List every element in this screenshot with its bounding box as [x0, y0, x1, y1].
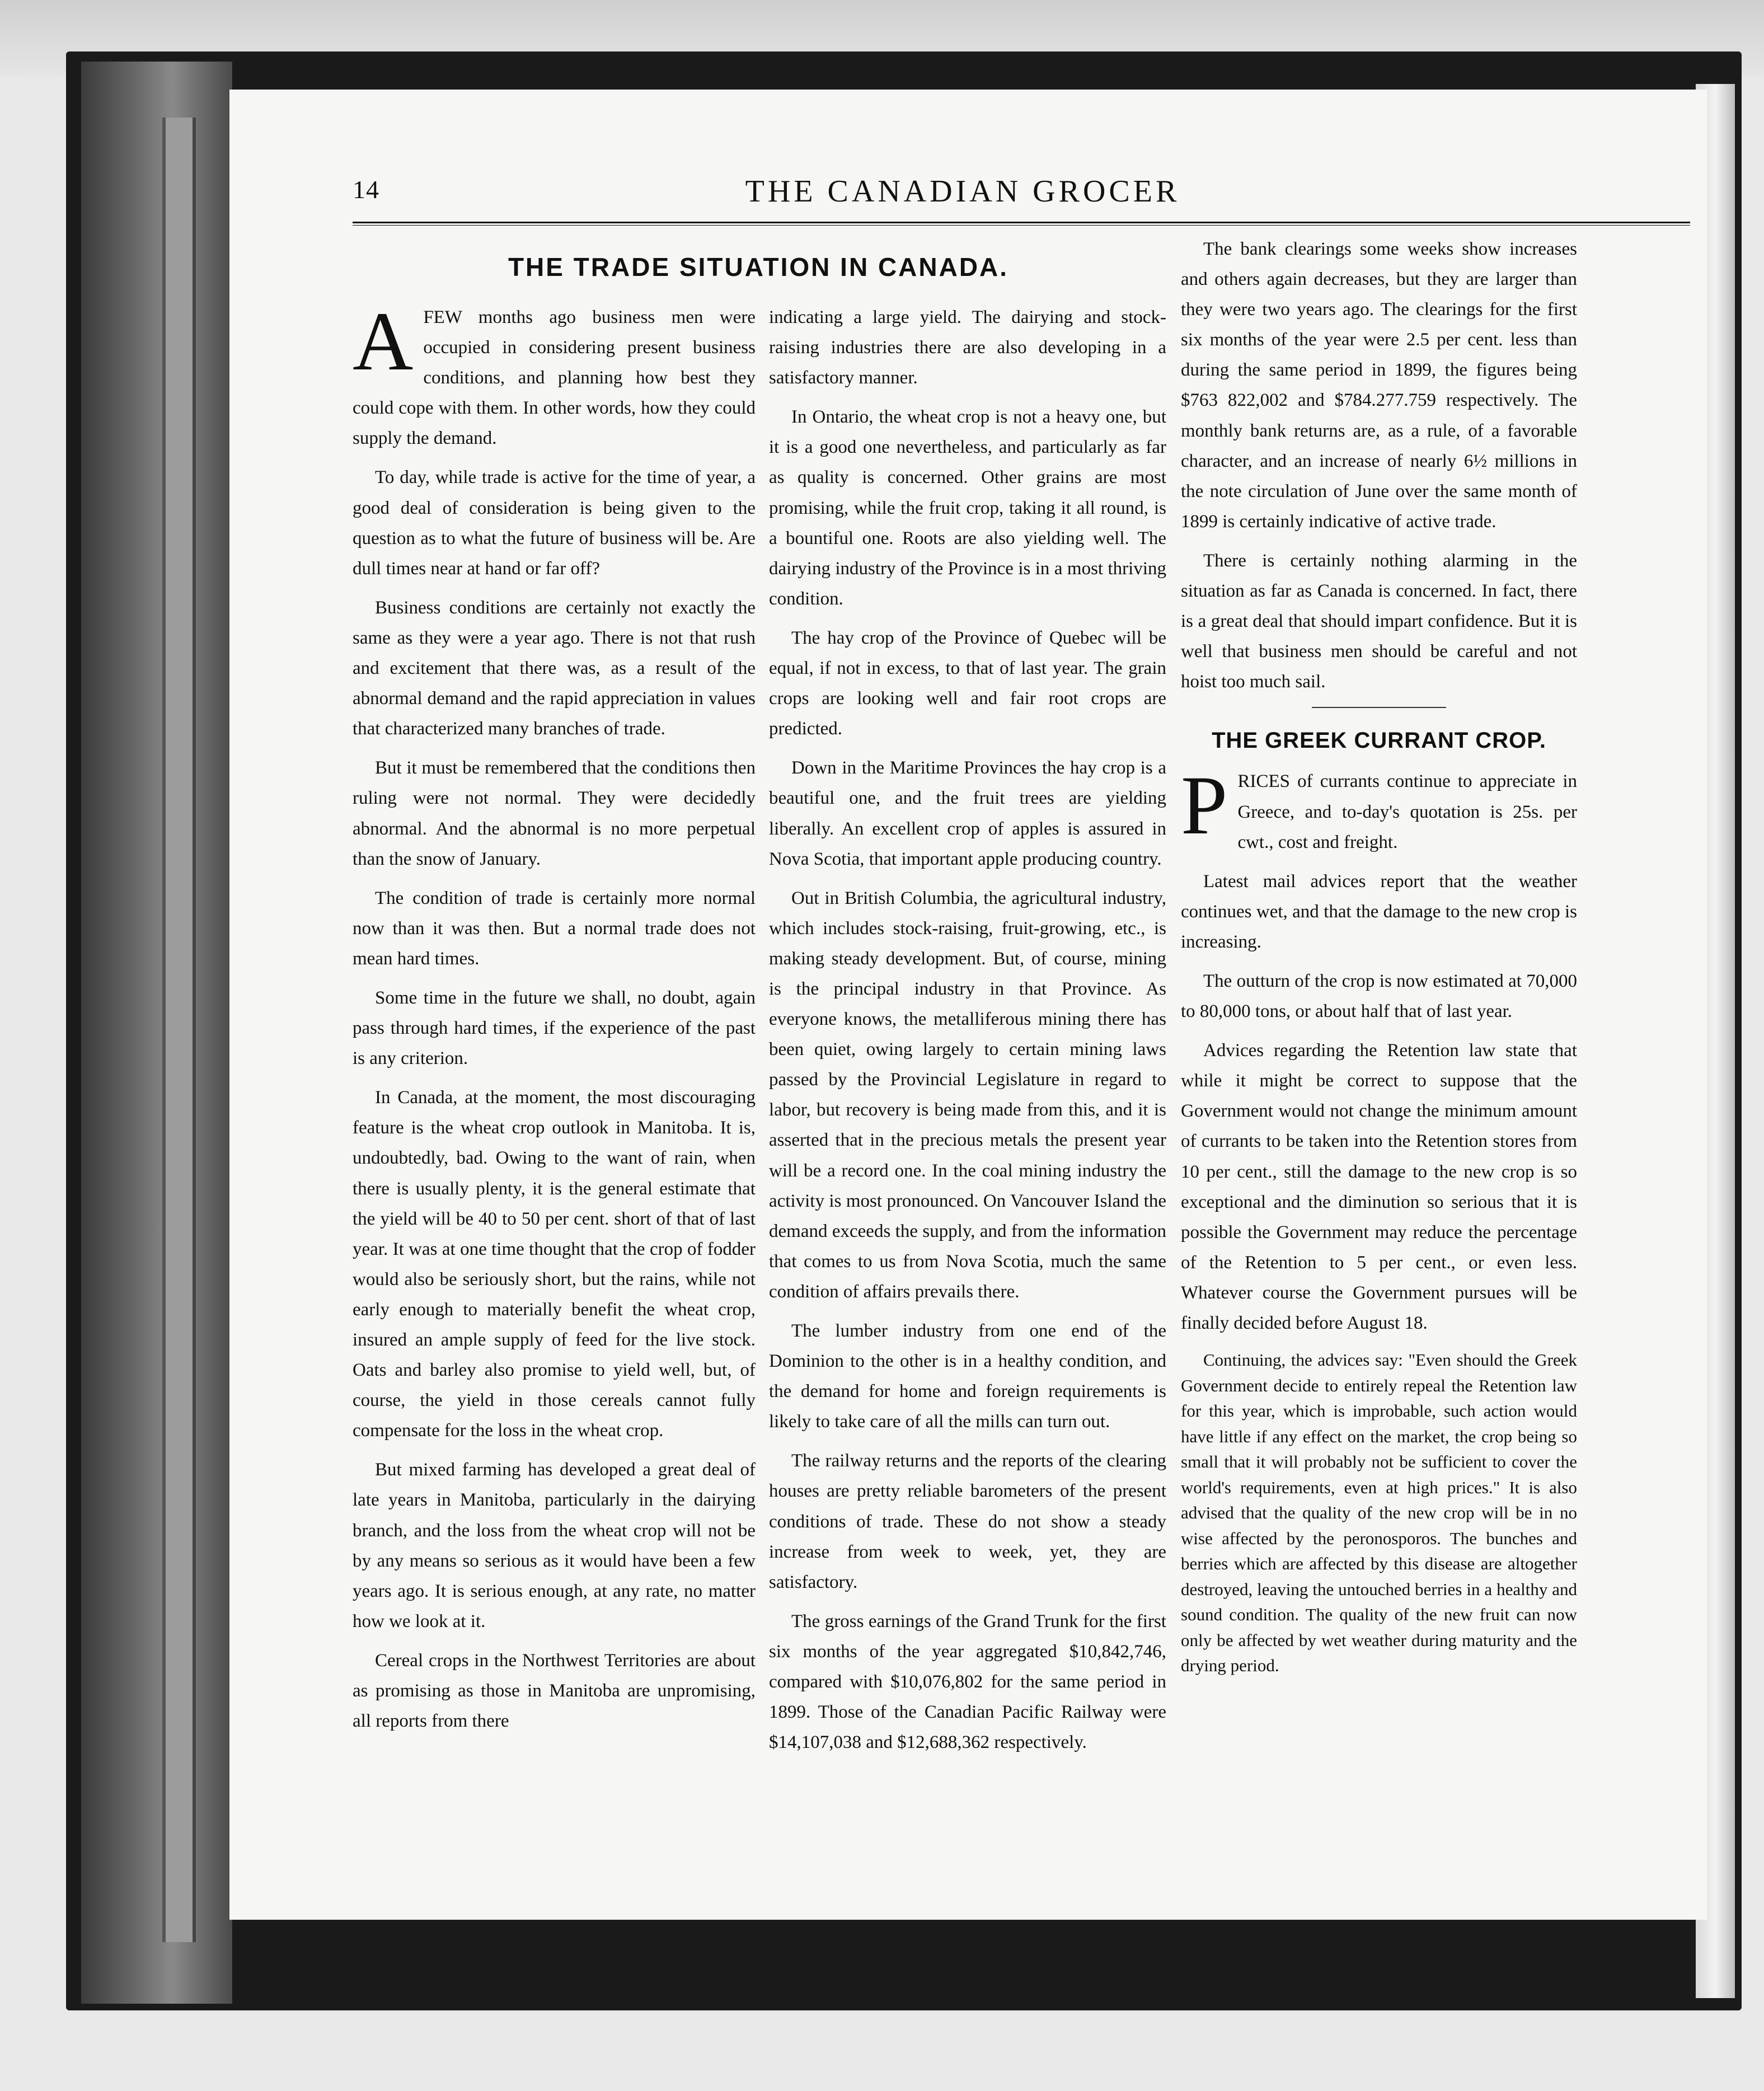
paragraph: To day, while trade is active for the time of year, a good deal of consideration is being given to the question as to what the future of business will be. Are dull times near at hand or far off?	[353, 467, 756, 579]
magazine-page	[229, 90, 1707, 1920]
paragraph: The outturn of the crop is now estimated at 70,000 to 80,000 tons, or about half that of last year.	[1181, 971, 1577, 1022]
spine-edge	[162, 118, 196, 1942]
paragraph: indicating a large yield. The dairying and stock-raising industries there are also developing in a satisfactory manner.	[769, 307, 1166, 388]
paragraph: In Canada, at the moment, the most discouraging feature is the wheat crop outlook in Manitoba. It is, undoubtedly, bad. Owing to the want of rain, when there is usually plenty, it is the general estimate that the yield will be 40 to 50 per cent. short of that of last year. It was at one time thought that the crop of fodder would also be seriously short, but the rains, while not early enough to materially benefit the wheat crop, insured an ample supply of feed for the live stock. Oats and barley also promise to yield well, but, of course, the yield in those cereals cannot fully compensate for the loss in the wheat crop.	[353, 1087, 756, 1441]
paragraph: The lumber industry from one end of the Dominion to the other is in a healthy condition, and the demand for home and foreign requirements is likely to take care of all the mills can turn out.	[769, 1321, 1166, 1432]
running-head: THE CANADIAN GROCER	[745, 174, 1180, 209]
header-rule	[353, 222, 1690, 226]
book-spine	[81, 62, 232, 2004]
article-column-1	[353, 295, 756, 1745]
drop-cap: P	[1181, 759, 1228, 852]
paragraph: Advices regarding the Retention law state that while it might be correct to suppose that the Government would not change the minimum amount of currants to be taken into the Retention stores from 10 per cent., still the damage to the new crop is so exceptional and the diminution so serious that it is possible the Government may reduce the percentage of the Retention to 5 per cent., or even less. Whatever course the Government pursues will be finally decided before August 18.	[1181, 1040, 1577, 1333]
paragraph: The condition of trade is certainly more normal now than it was then. But a normal trade does not mean hard times.	[353, 888, 756, 969]
paragraph: Some time in the future we shall, no doubt, again pass through hard times, if the experience of the past is any criterion.	[353, 987, 756, 1069]
drop-cap: A	[353, 295, 414, 388]
paragraph: There is certainly nothing alarming in the situation as far as Canada is concerned. In fact, there is a great deal that should impart confidence. But it is well that business men should be careful and not hoist too much sail.	[1181, 550, 1577, 692]
paragraph: Continuing, the advices say: "Even should the Greek Government decide to entirely repeal the Retention law for this year, which is improbable, such action would have little if any effect on the market, the crop being so small that it will probably not be sufficient to cover the world's requirements, even at high prices." It is also advised that the quality of the new crop will be in no wise affected by the peronosporos. The bunches and berries which are affected by this disease are altogether destroyed, leaving the untouched berries in a healthy and sound condition. The quality of the new fruit can now only be affected by wet weather during maturity and the drying period.	[1181, 1350, 1577, 1676]
article-title: THE TRADE SITUATION IN CANADA.	[508, 252, 1009, 282]
section-title: THE GREEK CURRANT CROP.	[1212, 728, 1546, 753]
section-divider	[1312, 707, 1446, 708]
paragraph: But it must be remembered that the conditions then ruling were not normal. They were decidedly abnormal. And the abnormal is no more perpetual than the snow of January.	[353, 758, 756, 869]
paragraph: Latest mail advices report that the weather continues wet, and that the damage to the new crop is increasing.	[1181, 871, 1577, 952]
paragraph: The railway returns and the reports of the clearing houses are pretty reliable barometers of the present conditions of trade. These do not show a steady increase from week to week, yet, they are satisfactory.	[769, 1451, 1166, 1592]
paragraph: Business conditions are certainly not exactly the same as they were a year ago. There is not that rush and excitement that there was, as a result of the abnormal demand and the rapid appreciation in values that characterized many branches of trade.	[353, 597, 756, 739]
paragraph: In Ontario, the wheat crop is not a heavy one, but it is a good one nevertheless, and particularly as far as quality is concerned. Other grains are most promising, while the fruit crop, taking it all round, is a bountiful one. Roots are also yielding well. The dairying industry of the Province is in a most thriving condition.	[769, 407, 1166, 609]
paragraph: The hay crop of the Province of Quebec will be equal, if not in excess, to that of last year. The grain crops are looking well and fair root crops are predicted.	[769, 627, 1166, 739]
article-column-3	[1181, 234, 1577, 1687]
paragraph: Down in the Maritime Provinces the hay crop is a beautiful one, and the fruit trees are yielding liberally. An excellent crop of apples is assured in Nova Scotia, that important apple producing country.	[769, 758, 1166, 869]
paragraph: The bank clearings some weeks show increases and others again decreases, but they are larger than they were two years ago. The clearings for the first six months of the year were 2.5 per cent. less than during the same period in 1899, the figures being $763 822,002 and $784.277.759 respectively. The monthly bank returns are, as a rule, of a favorable character, and an increase of nearly 6½ millions in the note circulation of June over the same month of 1899 is certainly indicative of active trade.	[1181, 239, 1577, 532]
paragraph: But mixed farming has developed a great deal of late years in Manitoba, particularly in the dairying branch, and the loss from the wheat crop will not be by any means so serious as it would have been a few years ago. It is serious enough, at any rate, no matter how we look at it.	[353, 1460, 756, 1631]
paragraph: AFEW months ago business men were occupied in considering present business conditions, and planning how best they could cope with them. In other words, how they could supply the demand.	[353, 295, 756, 449]
paragraph: Out in British Columbia, the agricultural industry, which includes stock-raising, fruit-growing, etc., is making steady development. But, of course, mining is the principal industry in that Province. As everyone knows, the metalliferous mining there has been quiet, owing largely to certain mining laws passed by the Provincial Legislature in regard to labor, but recovery is being made from this, and it is asserted that in the precious metals the present year will be a record one. In the coal mining industry the activity is most pronounced. On Vancouver Island the demand exceeds the supply, and from the information that comes to us from Nova Scotia, much the same condition of affairs prevails there.	[769, 888, 1166, 1302]
page-number: 14	[353, 175, 379, 204]
paragraph: PRICES of currants continue to appreciate in Greece, and to-day's quotation is 25s. per cwt., cost and freight.	[1181, 759, 1577, 852]
paragraph: The gross earnings of the Grand Trunk for the first six months of the year aggregated $10,842,746, compared with $10,076,802 for the same period in 1899. Those of the Canadian Pacific Railway were $14,107,038 and $12,688,362 respectively.	[769, 1611, 1166, 1753]
paragraph: Cereal crops in the Northwest Territories are about as promising as those in Manitoba are unpromising, all reports from there	[353, 1650, 756, 1732]
article-column-2	[769, 302, 1166, 1766]
